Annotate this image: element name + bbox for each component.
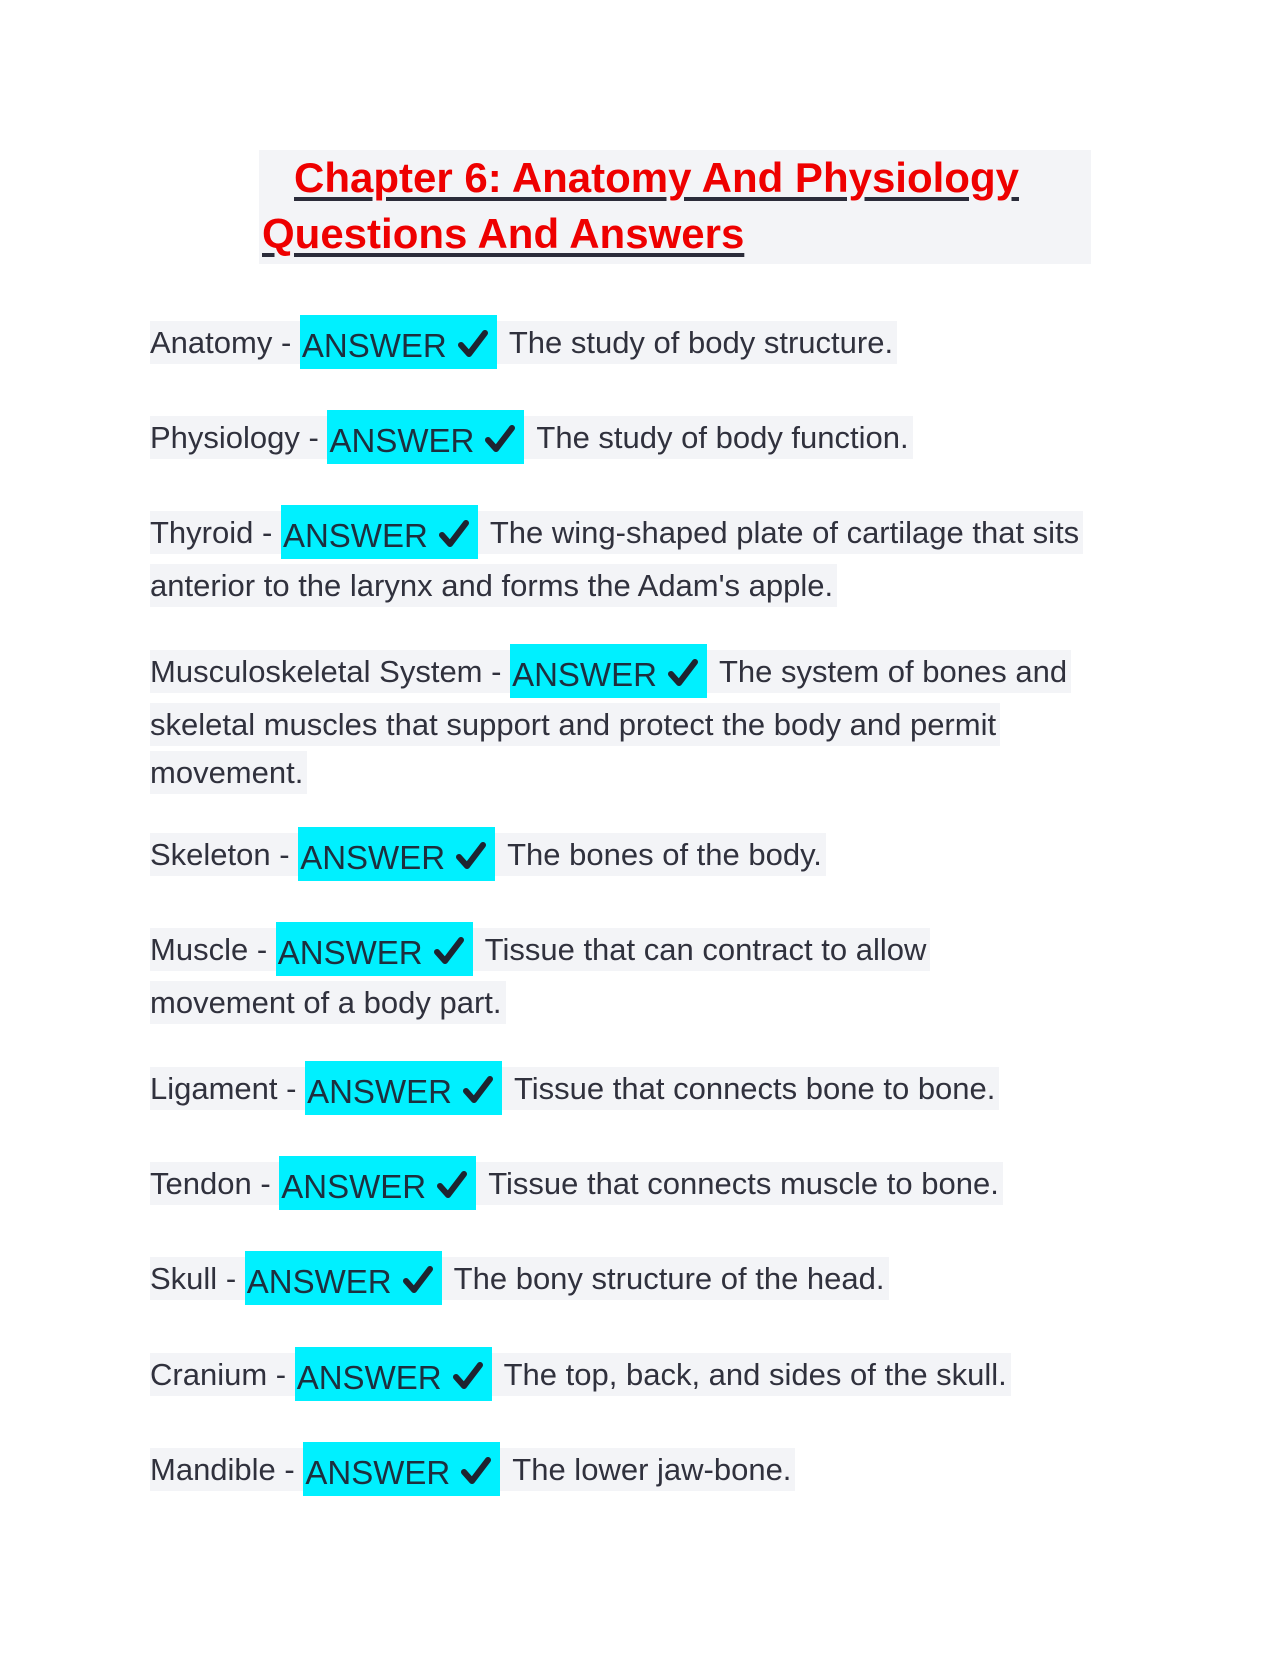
qa-item-ligament: [150, 1064, 1140, 1118]
term-text: Skeleton: [150, 837, 271, 873]
term-separator: -: [272, 325, 300, 361]
term-separator: -: [277, 1071, 306, 1107]
answer-badge-label: ANSWER: [296, 1359, 442, 1396]
answer-badge-label: ANSWER: [282, 517, 428, 554]
qa-item-muscle: [150, 925, 990, 1027]
answer-badge-label: ANSWER: [512, 656, 657, 693]
answer-badge: [276, 922, 473, 976]
definition-text: The lower jaw-bone.: [512, 1452, 792, 1488]
term-text: Thyroid: [150, 515, 254, 551]
answer-badge-label: ANSWER: [305, 1454, 451, 1491]
definition-text: The study of body structure.: [508, 325, 894, 361]
term-separator: -: [270, 837, 299, 873]
term-text: Ligament: [150, 1071, 278, 1107]
qa-line: [150, 928, 930, 1024]
term-separator: -: [267, 1357, 295, 1393]
answer-badge: [510, 644, 707, 698]
answer-badge-label: ANSWER: [307, 1073, 452, 1110]
check-mark-icon: [452, 1360, 484, 1392]
answer-badge: [279, 1156, 476, 1210]
page-title: Chapter 6: Anatomy And Physiology Questions And Answers: [262, 154, 1019, 257]
term-text: Mandible: [150, 1452, 276, 1488]
definition-text: Tissue that can contract to allow movement of a body part.: [150, 932, 927, 1020]
qa-line: [150, 833, 826, 876]
qa-item-tendon: [150, 1159, 1140, 1213]
term-text: Tendon: [150, 1166, 252, 1202]
qa-line: [150, 1067, 999, 1110]
answer-badge: [305, 1061, 502, 1115]
check-mark-icon: [436, 1169, 468, 1201]
definition-text: Tissue that connects bone to bone.: [514, 1071, 996, 1107]
term-separator: -: [248, 932, 276, 968]
definition-text: The bony structure of the head.: [453, 1261, 885, 1297]
check-mark-icon: [433, 935, 465, 967]
check-mark-icon: [460, 1455, 492, 1487]
answer-badge: [327, 410, 524, 464]
term-separator: -: [275, 1452, 304, 1488]
qa-item-musculoskeletal-system: [150, 647, 1130, 797]
qa-item-skeleton: [150, 830, 1140, 884]
answer-badge-label: ANSWER: [277, 934, 423, 971]
definition-text: Tissue that connects muscle to bone.: [488, 1166, 999, 1202]
term-separator: -: [299, 420, 328, 456]
qa-item-anatomy: [150, 318, 1140, 372]
term-separator: -: [253, 515, 281, 551]
check-mark-icon: [667, 657, 699, 689]
check-mark-icon: [438, 518, 470, 550]
answer-badge-label: ANSWER: [301, 327, 447, 364]
answer-badge: [281, 505, 478, 559]
term-text: Cranium: [150, 1357, 268, 1393]
qa-line: [150, 416, 913, 459]
check-mark-icon: [402, 1264, 434, 1296]
answer-badge: [298, 827, 495, 881]
qa-line: [150, 1448, 795, 1491]
answer-badge: [295, 1347, 492, 1401]
qa-line: [150, 1257, 889, 1300]
qa-item-mandible: [150, 1445, 1140, 1499]
check-mark-icon: [462, 1074, 494, 1106]
answer-badge: [303, 1442, 500, 1496]
answer-badge-label: ANSWER: [329, 422, 475, 459]
check-mark-icon: [484, 423, 516, 455]
qa-item-skull: [150, 1254, 1140, 1308]
term-separator: -: [482, 654, 511, 690]
check-mark-icon: [455, 840, 487, 872]
answer-badge-label: ANSWER: [246, 1263, 392, 1300]
definition-text: The study of body function.: [536, 420, 909, 456]
term-text: Skull: [150, 1261, 218, 1297]
qa-line: [150, 511, 1083, 607]
term-text: Anatomy: [150, 325, 273, 361]
qa-line: [150, 650, 1071, 794]
qa-line: [150, 1353, 1011, 1396]
answer-badge-label: ANSWER: [281, 1168, 427, 1205]
title-box: [259, 150, 1091, 264]
qa-line: [150, 321, 897, 364]
qa-item-cranium: [150, 1350, 1140, 1404]
term-separator: -: [251, 1166, 280, 1202]
qa-item-thyroid: [150, 508, 1080, 610]
definition-text: The bones of the body.: [507, 837, 822, 873]
qa-line: [150, 1162, 1003, 1205]
definition-text: The system of bones and skeletal muscles that support and protect the body and permit movement.: [150, 654, 1068, 790]
term-text: Physiology: [150, 420, 300, 456]
term-separator: -: [217, 1261, 245, 1297]
definition-text: The wing-shaped plate of cartilage that sits anterior to the larynx and forms the Adam's apple.: [150, 515, 1080, 603]
answer-badge: [300, 315, 497, 369]
answer-badge-label: ANSWER: [300, 839, 446, 876]
qa-item-physiology: [150, 413, 1140, 467]
answer-badge: [245, 1251, 442, 1305]
check-mark-icon: [457, 328, 489, 360]
term-text: Musculoskeletal System: [150, 654, 483, 690]
term-text: Muscle: [150, 932, 249, 968]
definition-text: The top, back, and sides of the skull.: [503, 1357, 1007, 1393]
